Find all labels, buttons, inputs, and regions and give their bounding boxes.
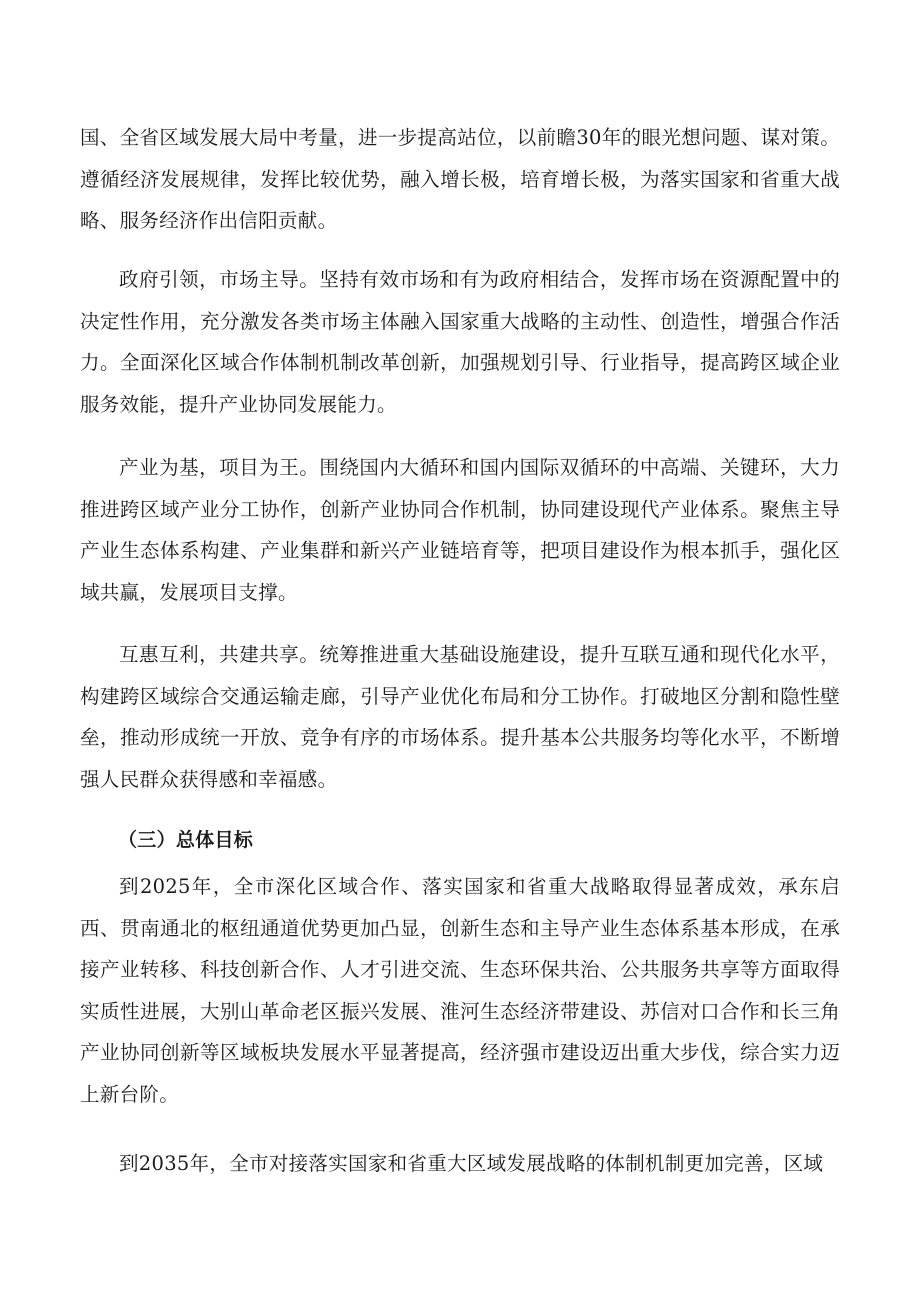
paragraph-government-guidance: 政府引领，市场主导。坚持有效市场和有为政府相结合，发挥市场在资源配置中的决定性作用，充分激发各类市场主体融入国家重大战略的主动性、创造性，增强合作活力。全面深化区域合作体制机制改革创新，加强规划引导、行业指导，提高跨区域企业服务效能，提升产业协同发展能力。 [80, 268, 840, 416]
paragraph-goal-2025: 到2025年，全市深化区域合作、落实国家和省重大战略取得显著成效，承东启西、贯南通北的枢纽通道优势更加凸显，创新生态和主导产业生态体系基本形成，在承接产业转移、科技创新合作、人才引进交流、生态环保共治、公共服务共享等方面取得实质性进展，大别山革命老区振兴发展、淮河生态经济带建设、苏信对口合作和长三角产业协同创新等区域板块发展水平显著提高，经济强市建设迈出重大步伐，综合实力迈上新台阶。 [80, 875, 840, 1106]
paragraph-continuation: 国、全省区域发展大局中考量，进一步提高站位，以前瞻30年的眼光想问题、谋对策。遵循经济发展规律，发挥比较优势，融入增长极，培育增长极，为落实国家和省重大战略、服务经济作出信阳贡献。 [80, 126, 840, 233]
paragraph-industry-foundation: 产业为基，项目为王。围绕国内大循环和国内国际双循环的中高端、关键环，大力推进跨区域产业分工协作，创新产业协同合作机制，协同建设现代产业体系。聚焦主导产业生态体系构建、产业集群和新兴产业链培育等，把项目建设作为根本抓手，强化区域共赢，发展项目支撑。 [80, 456, 840, 604]
paragraph-goal-2035: 到2035年，全市对接落实国家和省重大区域发展战略的体制机制更加完善，区域 [119, 1152, 824, 1175]
section-heading-overall-goals: （三）总体目标 [118, 829, 254, 851]
paragraph-mutual-benefit: 互惠互利，共建共享。统筹推进重大基础设施建设，提升互联互通和现代化水平，构建跨区域综合交通运输走廊，引导产业优化布局和分工协作。打破地区分割和隐性壁垒，推动形成统一开放、竞争有序的市场体系。提升基本公共服务均等化水平，不断增强人民群众获得感和幸福感。 [80, 643, 840, 791]
